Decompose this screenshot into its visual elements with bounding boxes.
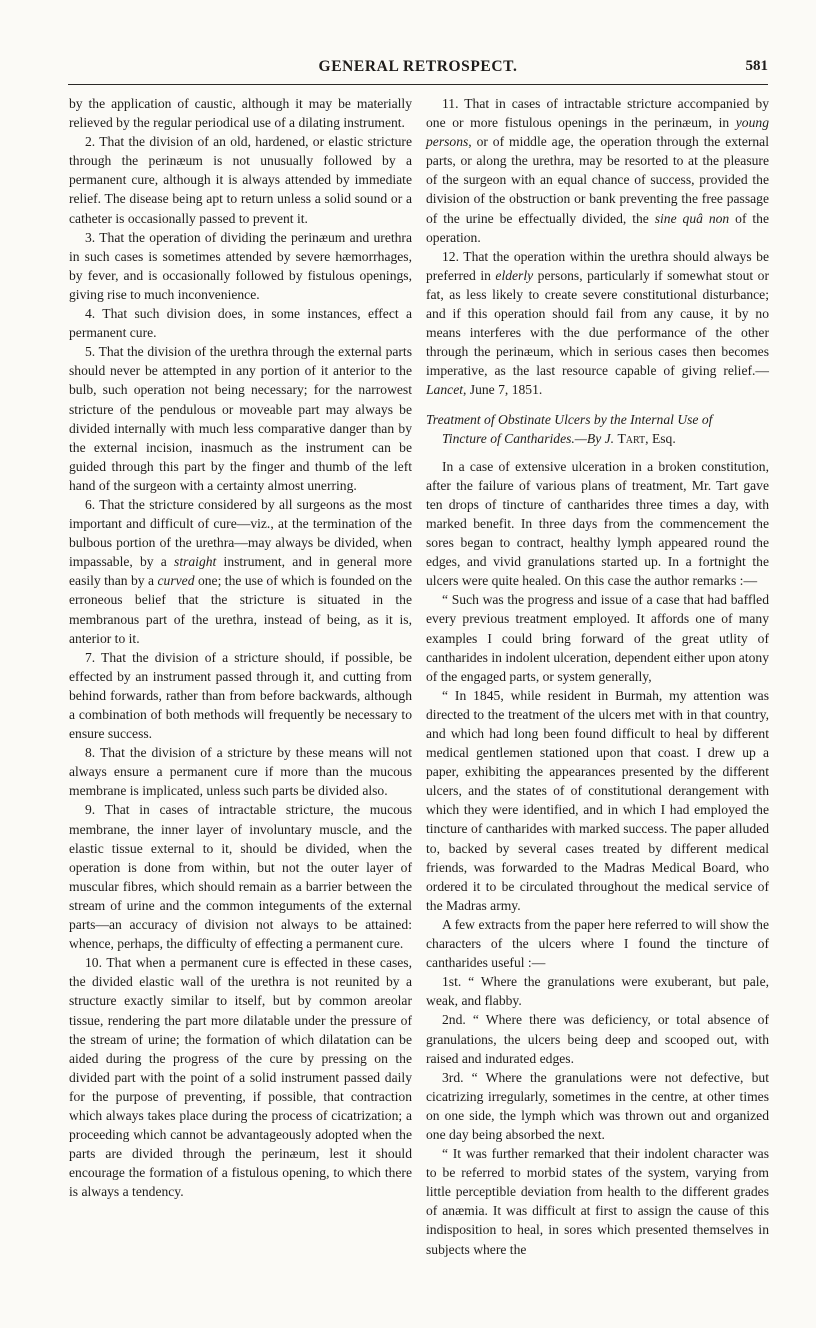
paragraph-15: “ In 1845, while resident in Burmah, my attention was directed to the treatment of the ulcers met with in that country, and which had long been found difficult to heal by different medical gentlemen stationed upon that coast. I drew up a paper, exhibiting the appearances presented by the different ulcers, and the states of of constitutional derangement with which they were identified, and in which I had employed the tincture of cantharides with marked success. The paper alluded to, backed by several cases treated by different medical friends, was forwarded to the Madras Medical Board, who ordered it to be circulated throughout the medical service of the Madras army.: [426, 687, 769, 913]
paragraph-18: 2nd. “ Where there was deficiency, or total absence of granulations, the ulcers being deep and scooped out, with raised and indurated edges.: [426, 1012, 769, 1066]
p11-text-a: 11. That in cases of intractable stricture accompanied by one or more fistulous openings in the perinæum, in: [426, 96, 769, 131]
paragraph-12: [426, 247, 769, 400]
paragraph-7: 7. That the division of a stricture should, if possible, be effected by an instrument passed through it, and cutting from behind forwards, rather than from before backwards, although a combination of both methods will frequently be necessary to ensure success.: [69, 649, 412, 742]
paragraph-10: 10. That when a permanent cure is effected in these cases, the divided elastic wall of the urethra is not reunited by a structure exactly similar to itself, but by common areolar tissue, rendering the part more dilatable under the pressure of the stream of urine; the formation of which dilatation can be aided during the progress of the cure by pressing on the divided part with the point of a solid instrument passed daily for the purpose of preventing, if possible, that contraction which always takes place during the process of cicatrization; a proceeding which cannot be advantageously adopted when the parts are divided through the perinæum, lest it should encourage the formation of a fistulous opening, to which there is always a tendency.: [69, 955, 412, 1200]
heading-line-1: Treatment of Obstinate Ulcers by the Internal Use of: [426, 411, 713, 427]
page-number: 581: [745, 58, 768, 74]
p12-text-b: persons, particularly if somewhat stout or fat, as less likely to create severe constitutional disturbance; and if this operation should fail from any cause, it by no means interferes with the due performance of the other through the perinæum, which in serious cases then becomes imperative, as the last resource capable of giving relief.—: [426, 267, 769, 379]
running-title: GENERAL RETROSPECT.: [318, 58, 518, 75]
paragraph-2: 2. That the division of an old, hardened, or elastic stricture through the perinæum is not unusually followed by a permanent cure, although it is always attended by immediate relief. The disease being apt to return unless a solid sound or a catheter is occasionally passed to prevent it.: [69, 134, 412, 226]
p6-text-a: 6. That the stricture considered by all surgeons as the most important and difficult of cure—viz., at the termination of the bulbous portion of the urethra—may always be divided, when impassable, by a: [69, 496, 412, 570]
paragraph-8: 8. That the division of a stricture by these means will not always ensure a permanent cure if more than the mucous membrane is implicated, unless such parts be divided also.: [69, 745, 412, 799]
heading-line-2: [426, 429, 769, 448]
paragraph-6: [69, 495, 412, 648]
left-column: [69, 94, 412, 1201]
p11-emphasis-young-persons: young persons: [426, 115, 769, 150]
p11-text-c: of the operation.: [426, 210, 769, 245]
p6-emphasis-straight: straight: [174, 554, 217, 570]
paragraph-19: 3rd. “ Where the granulations were not defective, but cicatrizing irregularly, sometimes in the centre, at other times on one side, the lymph which was thrown out and organized one day being absorbed the next.: [426, 1069, 769, 1142]
page-header: [68, 58, 768, 82]
p6-emphasis-curved: curved: [157, 573, 195, 589]
paragraph-20: “ It was further remarked that their indolent character was to be referred to morbid states of the system, varying from little perceptible deviation from health to the different grades of anæmia. It was difficult at first to assign the cause of this indisposition to heal, in sores which presented themselves in subjects where the: [426, 1146, 769, 1257]
citation-journal: Lancet: [426, 382, 463, 398]
paragraph-5: 5. That the division of the urethra through the external parts should never be attempted in any portion of it anterior to the bulb, such operation not being necessary; for the narrowest stricture of the pendulous or moveable part may always be divided internally with much less comparative danger than by the external incision, inasmuch as the instrument can be guided through this part by the finger and thumb of the left hand of the surgeon with a certainty almost unerring.: [69, 344, 412, 493]
paragraph-3: 3. That the operation of dividing the perinæum and urethra in such cases is sometimes attended by severe hæmorrhages, by fever, and is occasionally followed by fistulous openings, giving rise to much inconvenience.: [69, 229, 412, 302]
paragraph-13: In a case of extensive ulceration in a broken constitution, after the failure of various plans of treatment, Mr. Tart gave ten drops of tincture of cantharides three times a day, with marked benefit. In three days from the commencement the sores began to contract, healthy lymph appeared round the edges, and vivid granulations started up. In a fortnight the ulcers were quite healed. On this case the author remarks :—: [426, 458, 769, 589]
p11-text-b: , or of middle age, the operation through the external parts, or along the urethra, may be resorted to at the pleasure of the surgeon with an equal chance of success, provided the division of the obstruction or bank preventing the free passage of the urine be effectually divided, the: [426, 134, 769, 226]
paragraph-9: 9. That in cases of intractable stricture, the mucous membrane, the inner layer of involuntary muscle, and the elastic tissue external to it, should be divided, when the operation is done from within, but not the outer layer of muscular fibres, which should remain as a barrier between the stream of urine and the common integuments of the external parts—an accuracy of division not always to be attained: whence, perhaps, the difficulty of effecting a permanent cure.: [69, 802, 412, 952]
heading-esq: , Esq.: [645, 430, 676, 446]
right-column: [426, 94, 769, 1259]
paragraph-11: [426, 94, 769, 247]
paragraph-4: 4. That such division does, in some instances, effect a permanent cure.: [69, 306, 412, 341]
paragraph-intro: by the application of caustic, although it may be materially relieved by the regular periodical use of a dilating instrument.: [69, 96, 412, 131]
heading-author: Tart: [617, 430, 646, 446]
paragraph-14: “ Such was the progress and issue of a case that had baffled every previous treatment employed. It affords one of many examples I could bring forward of the great utlity of cantharides in indolent ulceration, dependent either upon atony of the engaged parts, or system generally,: [426, 592, 769, 684]
header-rule: [68, 84, 768, 85]
section-heading: [426, 410, 769, 448]
p12-emphasis-elderly: elderly: [495, 267, 534, 283]
p6-text-c: one; the use of which is founded on the erroneous belief that the stricture is situated in the membranous part of the urethra, instead of being, as it is, anterior to it.: [69, 573, 412, 646]
p12-text-a: 12. That the operation within the urethra should always be preferred in: [426, 248, 769, 283]
citation-date: , June 7, 1851.: [463, 382, 543, 398]
p11-emphasis-sine-qua-non: sine quâ non: [654, 210, 730, 226]
paragraph-16: A few extracts from the paper here referred to will show the characters of the ulcers where I found the tincture of cantharides useful :—: [426, 916, 769, 971]
paragraph-17: 1st. “ Where the granulations were exuberant, but pale, weak, and flabby.: [426, 974, 769, 1009]
p6-text-b: instrument, and in general more easily than by a: [69, 554, 413, 589]
heading-line-2-text: Tincture of Cantharides.—By J.: [442, 430, 618, 446]
